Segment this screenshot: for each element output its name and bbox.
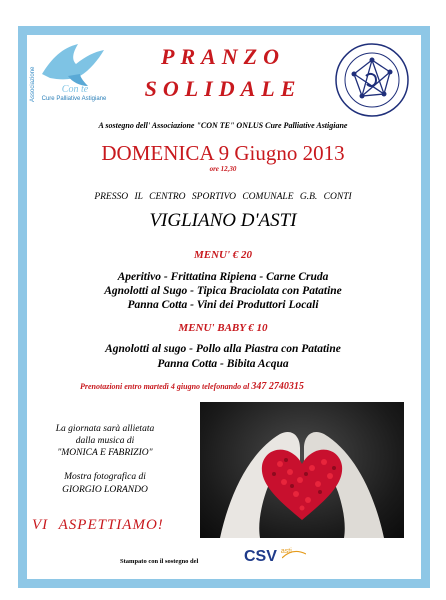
sport-emblem-icon [332, 40, 412, 120]
music-line-2: dalla musica di [75, 436, 135, 446]
csv-logo-text: CSV [244, 548, 277, 565]
logo-left-subtitle: Cure Palliative Astigiane [41, 96, 107, 102]
heart-hands-photo [200, 402, 404, 538]
photo-exhibit-line-2: GIORGIO LORANDO [62, 485, 148, 495]
music-line-3: "MONICA E FABRIZIO" [57, 448, 153, 458]
reservations [80, 381, 380, 392]
event-date: DOMENICA 9 Giugno 2013 [101, 141, 345, 165]
con-te-logo [28, 34, 112, 104]
sport-centre-logo [332, 40, 412, 120]
logo-left-brand: Con te [61, 84, 89, 95]
title-line-2: SOLIDALE [144, 76, 302, 101]
menu-header: MENU' € 20 [193, 249, 253, 261]
title-line-1: PRANZO [161, 44, 285, 69]
closing-line: VI ASPETTIAMO! [32, 517, 164, 533]
menu-line-1: Aperitivo - Frittatina Ripiena - Carne Cruda [117, 271, 329, 283]
menu-baby-header: MENU' BABY € 10 [178, 322, 268, 334]
menu-baby-line-1: Agnolotti al sugo - Pollo alla Piastra con Patatine [105, 343, 341, 355]
csv-logo [244, 548, 314, 572]
venue-line: PRESSO IL CENTRO SPORTIVO COMUNALE G.B. CONTI [94, 192, 352, 202]
reservations-text: Prenotazioni entro martedì 4 giugno telefonando al [80, 382, 250, 391]
csv-logo-sub: asti [280, 548, 292, 555]
footer-printed-text: Stampato con il sostegno del [120, 558, 199, 565]
heart-hands-image [200, 402, 404, 538]
support-line: A sostegno dell' Associazione "CON TE" ONLUS Cure Palliative Astigiane [98, 121, 348, 130]
town-name: VIGLIANO D'ASTI [149, 210, 297, 231]
photo-exhibit-line-1: Mostra fotografica di [64, 472, 146, 482]
csv-swoosh-icon [282, 550, 306, 560]
menu-line-3: Panna Cotta - Vini dei Produttori Locali [127, 299, 319, 311]
menu-line-2: Agnolotti al Sugo - Tipica Braciolata con Patatine [104, 285, 342, 297]
event-time: ore 12,30 [209, 165, 237, 173]
music-line-1: La giornata sarà allietata [55, 424, 155, 434]
reservations-phone: 347 2740315 [251, 381, 304, 392]
menu-baby-line-2: Panna Cotta - Bibita Acqua [157, 358, 289, 370]
logo-left-vertical-text: Associazione [30, 66, 36, 102]
